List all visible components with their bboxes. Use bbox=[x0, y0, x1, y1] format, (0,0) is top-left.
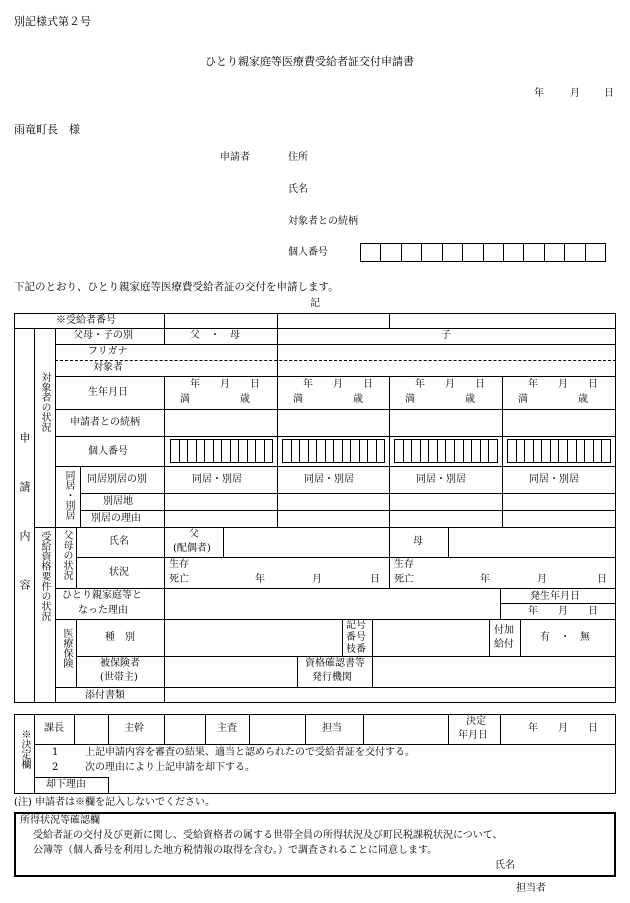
single-reason-label-1: ひとり親家庭等と bbox=[62, 590, 142, 601]
mynumber-boxes-1[interactable] bbox=[170, 439, 273, 463]
consent-line-1: 受給者証の交付及び更新に関し、受給資格者の属する世帯全員の所得状況及び町民税課税状況について、 bbox=[33, 830, 503, 841]
father-dead-day: 日 bbox=[370, 574, 380, 585]
symbol-label-2: 番号 bbox=[346, 632, 366, 643]
birthdate-label: 生年月日 bbox=[88, 387, 128, 398]
clerk-label: 主査 bbox=[217, 723, 237, 734]
occurred-ymd: 年 月 日 bbox=[528, 606, 598, 617]
mother-label: 母 bbox=[413, 536, 423, 547]
mynumber-boxes-2[interactable] bbox=[282, 439, 385, 463]
consent-line-2: 公簿等（個人番号を利用した地方税情報の取得を含む。）で調査されることに同意します。 bbox=[33, 845, 438, 856]
mother-dead-day: 日 bbox=[597, 574, 607, 585]
target-label: 対象者 bbox=[93, 362, 123, 373]
decision-date-label-2: 年月日 bbox=[458, 730, 488, 741]
decision-item2: 次の理由により上記申請を却下する。 bbox=[85, 762, 255, 773]
medical-insurance-label: 医療保険 bbox=[61, 628, 72, 668]
officer-label: 担当 bbox=[322, 723, 342, 734]
decision-item1-no: 1 bbox=[52, 747, 59, 758]
parent-status-row-label: 状況 bbox=[109, 567, 129, 578]
father-dead-year: 年 bbox=[255, 574, 265, 585]
symbol-label-3: 枝番 bbox=[346, 644, 366, 655]
father-dead-month: 月 bbox=[312, 574, 322, 585]
applicant-name-label: 氏名 bbox=[288, 184, 308, 195]
birthdate-age-1: 満 歳 bbox=[180, 394, 250, 405]
addressee: 雨竜町長 様 bbox=[14, 123, 80, 136]
decision-date-ymd: 年 月 日 bbox=[528, 723, 598, 734]
decision-date-label-1: 決定 bbox=[466, 716, 486, 727]
note-text: (注) 申請者は※欄を記入しないでください。 bbox=[14, 797, 215, 808]
section-chief-label: 課長 bbox=[44, 723, 64, 734]
kind-label: 種 別 bbox=[105, 632, 135, 643]
date-month: 月 bbox=[570, 88, 580, 99]
issuer-label-1: 資格確認書等 bbox=[305, 658, 365, 669]
occurred-label: 発生年月日 bbox=[530, 591, 580, 602]
applicant-address-label: 住所 bbox=[288, 152, 308, 163]
father-dead: 死亡 bbox=[169, 574, 189, 585]
birthdate-ymd-3: 年 月 日 bbox=[415, 379, 485, 390]
mynumber-boxes-4[interactable] bbox=[507, 439, 611, 463]
mother-dead: 死亡 bbox=[394, 574, 414, 585]
birthdate-ymd-1: 年 月 日 bbox=[190, 379, 260, 390]
birthdate-age-2: 満 歳 bbox=[293, 394, 363, 405]
father-alive: 生存 bbox=[169, 559, 189, 570]
eligibility-label: 受給資格要件の状況 bbox=[39, 531, 50, 621]
mynumber-label: 個人番号 bbox=[88, 446, 128, 457]
ki-label: 記 bbox=[310, 298, 320, 309]
birthdate-age-4: 満 歳 bbox=[518, 394, 588, 405]
decision-item2-no: 2 bbox=[52, 762, 59, 773]
furigana-label: フリガナ bbox=[88, 346, 128, 357]
form-number: 別記様式第２号 bbox=[14, 15, 91, 28]
mother-dead-month: 月 bbox=[537, 574, 547, 585]
yes-no-label: 有 ・ 無 bbox=[540, 632, 590, 643]
father-mother-label: 父 ・ 母 bbox=[190, 330, 240, 341]
recipient-no-label: ※受給者番号 bbox=[56, 315, 116, 326]
separate-place-label: 別居地 bbox=[103, 496, 133, 507]
decision-item1: 上記申請内容を審査の結果、適当と認められたので受給者証を交付する。 bbox=[85, 747, 415, 758]
applicant-mynumber-label: 個人番号 bbox=[288, 247, 328, 258]
mother-dead-year: 年 bbox=[480, 574, 490, 585]
symbol-label-1: 記号 bbox=[346, 620, 366, 631]
parent-status-label: 父母の状況 bbox=[61, 530, 72, 580]
cohab-value-2: 同居・別居 bbox=[304, 474, 354, 485]
page-title: ひとり親家庭等医療費受給者証交付申請書 bbox=[205, 55, 414, 68]
target-status-label: 対象者の状況 bbox=[39, 372, 50, 432]
date-day: 日 bbox=[604, 88, 614, 99]
spouse-label: (配偶者) bbox=[173, 543, 211, 554]
birthdate-age-3: 満 歳 bbox=[405, 394, 475, 405]
cohab-value-1: 同居・別居 bbox=[192, 474, 242, 485]
father-label: 父 bbox=[189, 529, 199, 540]
child-label: 子 bbox=[441, 330, 451, 341]
relation-label: 申請者との続柄 bbox=[70, 417, 140, 428]
applicant-relation-label: 対象者との続柄 bbox=[288, 216, 358, 227]
issuer-label-2: 発行機関 bbox=[312, 672, 352, 683]
birthdate-ymd-4: 年 月 日 bbox=[528, 379, 598, 390]
extra-label-2: 給付 bbox=[494, 639, 514, 650]
separate-reason-label: 別居の理由 bbox=[91, 513, 141, 524]
cohab-group-label: 同居・別居 bbox=[63, 470, 74, 520]
side-label-application: 申請内容 bbox=[18, 432, 31, 628]
applicant-label: 申請者 bbox=[220, 152, 250, 163]
single-reason-label-2: なった理由 bbox=[78, 605, 128, 616]
attachments-label: 添付書類 bbox=[85, 690, 125, 701]
date-year: 年 bbox=[534, 88, 544, 99]
chief-label: 主幹 bbox=[124, 723, 144, 734]
insured-label-2: (世帯主) bbox=[100, 672, 138, 683]
staff-label: 担当者 bbox=[516, 883, 546, 894]
mynumber-boxes-3[interactable] bbox=[394, 439, 498, 463]
cohab-value-4: 同居・別居 bbox=[529, 474, 579, 485]
intro-text: 下記のとおり、ひとり親家庭等医療費受給者証の交付を申請します。 bbox=[14, 281, 339, 293]
decision-label: ※決定欄 bbox=[19, 729, 30, 769]
applicant-mynumber-boxes[interactable] bbox=[360, 243, 606, 262]
parent-name-label: 氏名 bbox=[109, 536, 129, 547]
birthdate-ymd-2: 年 月 日 bbox=[303, 379, 373, 390]
insured-label-1: 被保険者 bbox=[100, 658, 140, 669]
cohab-value-3: 同居・別居 bbox=[416, 474, 466, 485]
consent-name-label: 氏名 bbox=[495, 860, 515, 871]
consent-title: 所得状況等確認欄 bbox=[20, 815, 100, 826]
parent-child-label: 父母・子の別 bbox=[73, 330, 133, 341]
reject-reason-label: 却下理由 bbox=[46, 779, 86, 790]
mother-alive: 生存 bbox=[394, 559, 414, 570]
extra-label-1: 付加 bbox=[494, 625, 514, 636]
cohab-kind-label: 同居別居の別 bbox=[87, 474, 147, 485]
